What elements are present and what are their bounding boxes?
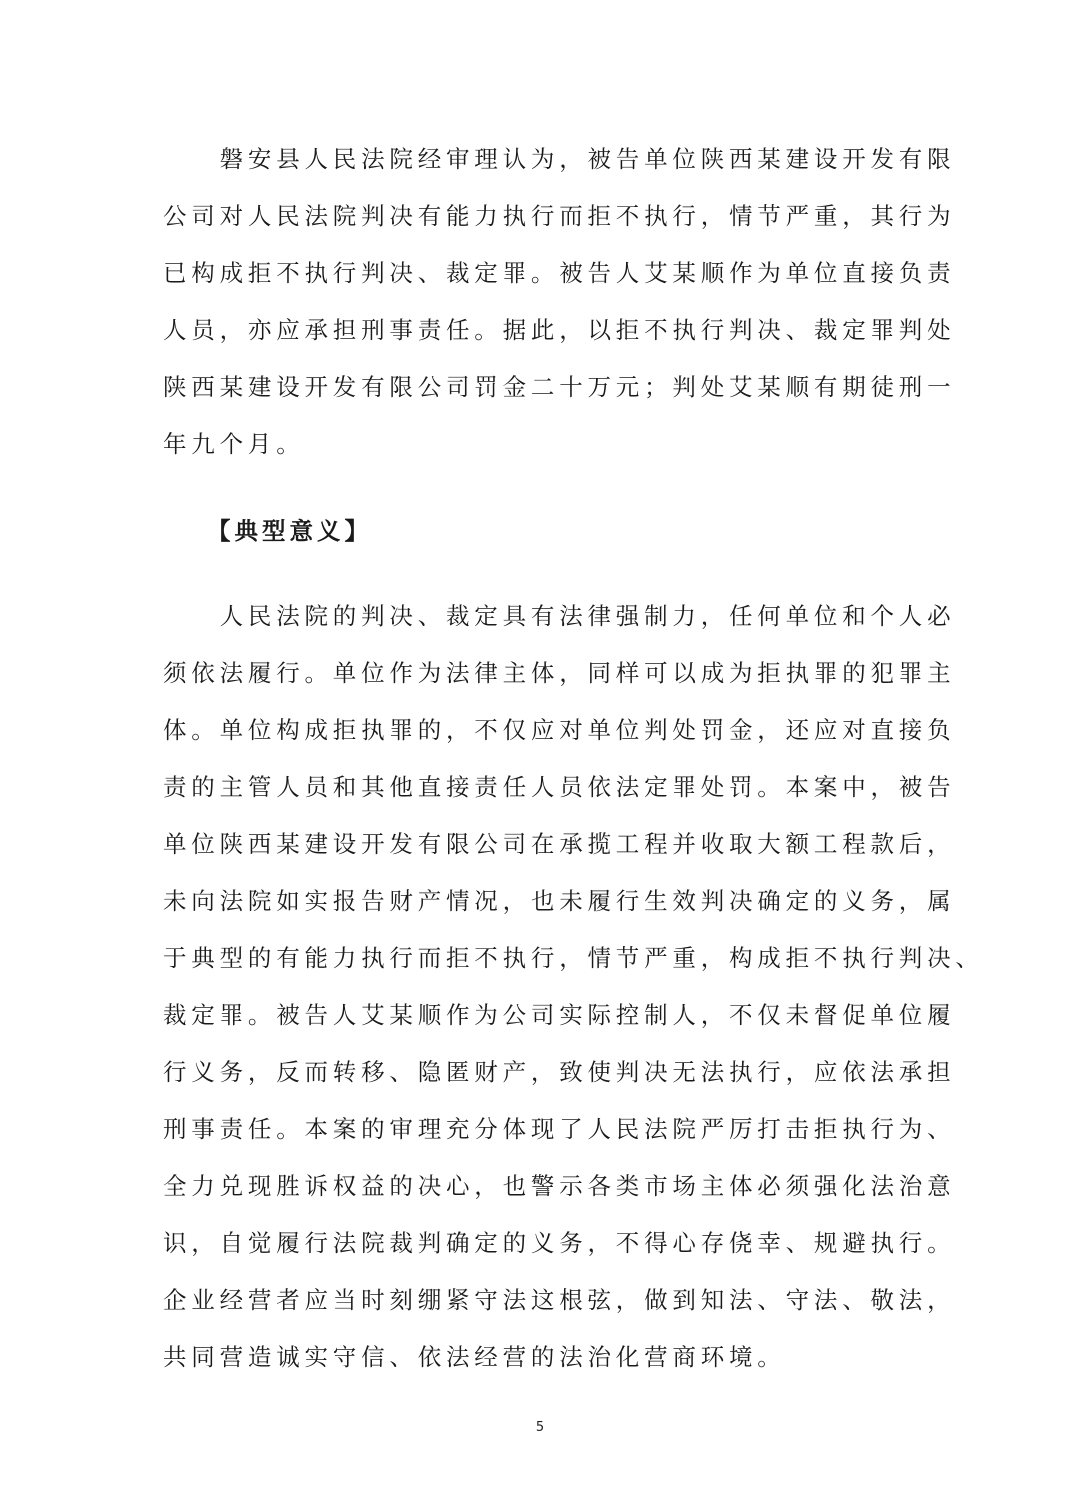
section-heading: 【典型意义】 bbox=[207, 517, 372, 545]
paragraph-line: 人员，亦应承担刑事责任。据此，以拒不执行判决、裁定罪判处 bbox=[163, 316, 956, 344]
paragraph-line: 行义务，反而转移、隐匿财产，致使判决无法执行，应依法承担 bbox=[163, 1058, 956, 1086]
paragraph-line: 陕西某建设开发有限公司罚金二十万元；判处艾某顺有期徒刑一 bbox=[163, 373, 956, 401]
paragraph-line: 人民法院的判决、裁定具有法律强制力，任何单位和个人必 bbox=[163, 602, 956, 630]
paragraph-line: 年九个月。 bbox=[163, 430, 305, 458]
paragraph-line: 单位陕西某建设开发有限公司在承揽工程并收取大额工程款后， bbox=[163, 830, 956, 858]
paragraph-line: 体。单位构成拒执罪的，不仅应对单位判处罚金，还应对直接负 bbox=[163, 716, 956, 744]
paragraph-line: 裁定罪。被告人艾某顺作为公司实际控制人，不仅未督促单位履 bbox=[163, 1001, 956, 1029]
paragraph-line: 未向法院如实报告财产情况，也未履行生效判决确定的义务，属 bbox=[163, 887, 956, 915]
paragraph-line: 于典型的有能力执行而拒不执行，情节严重，构成拒不执行判决、 bbox=[163, 944, 984, 972]
paragraph-line: 刑事责任。本案的审理充分体现了人民法院严厉打击拒执行为、 bbox=[163, 1115, 956, 1143]
paragraph-line: 须依法履行。单位作为法律主体，同样可以成为拒执罪的犯罪主 bbox=[163, 659, 956, 687]
paragraph-line: 已构成拒不执行判决、裁定罪。被告人艾某顺作为单位直接负责 bbox=[163, 259, 956, 287]
paragraph-line: 全力兑现胜诉权益的决心，也警示各类市场主体必须强化法治意 bbox=[163, 1172, 956, 1200]
significance-paragraph bbox=[163, 588, 984, 1386]
paragraph-line: 企业经营者应当时刻绷紧守法这根弦，做到知法、守法、敬法， bbox=[163, 1286, 956, 1314]
page-number: 5 bbox=[535, 1420, 545, 1435]
judgment-paragraph bbox=[163, 131, 956, 473]
paragraph-line: 识，自觉履行法院裁判确定的义务，不得心存侥幸、规避执行。 bbox=[163, 1229, 956, 1257]
paragraph-line: 责的主管人员和其他直接责任人员依法定罪处罚。本案中，被告 bbox=[163, 773, 956, 801]
paragraph-line: 共同营造诚实守信、依法经营的法治化营商环境。 bbox=[163, 1343, 786, 1371]
paragraph-line: 公司对人民法院判决有能力执行而拒不执行，情节严重，其行为 bbox=[163, 202, 956, 230]
paragraph-line: 磐安县人民法院经审理认为，被告单位陕西某建设开发有限 bbox=[163, 145, 956, 173]
